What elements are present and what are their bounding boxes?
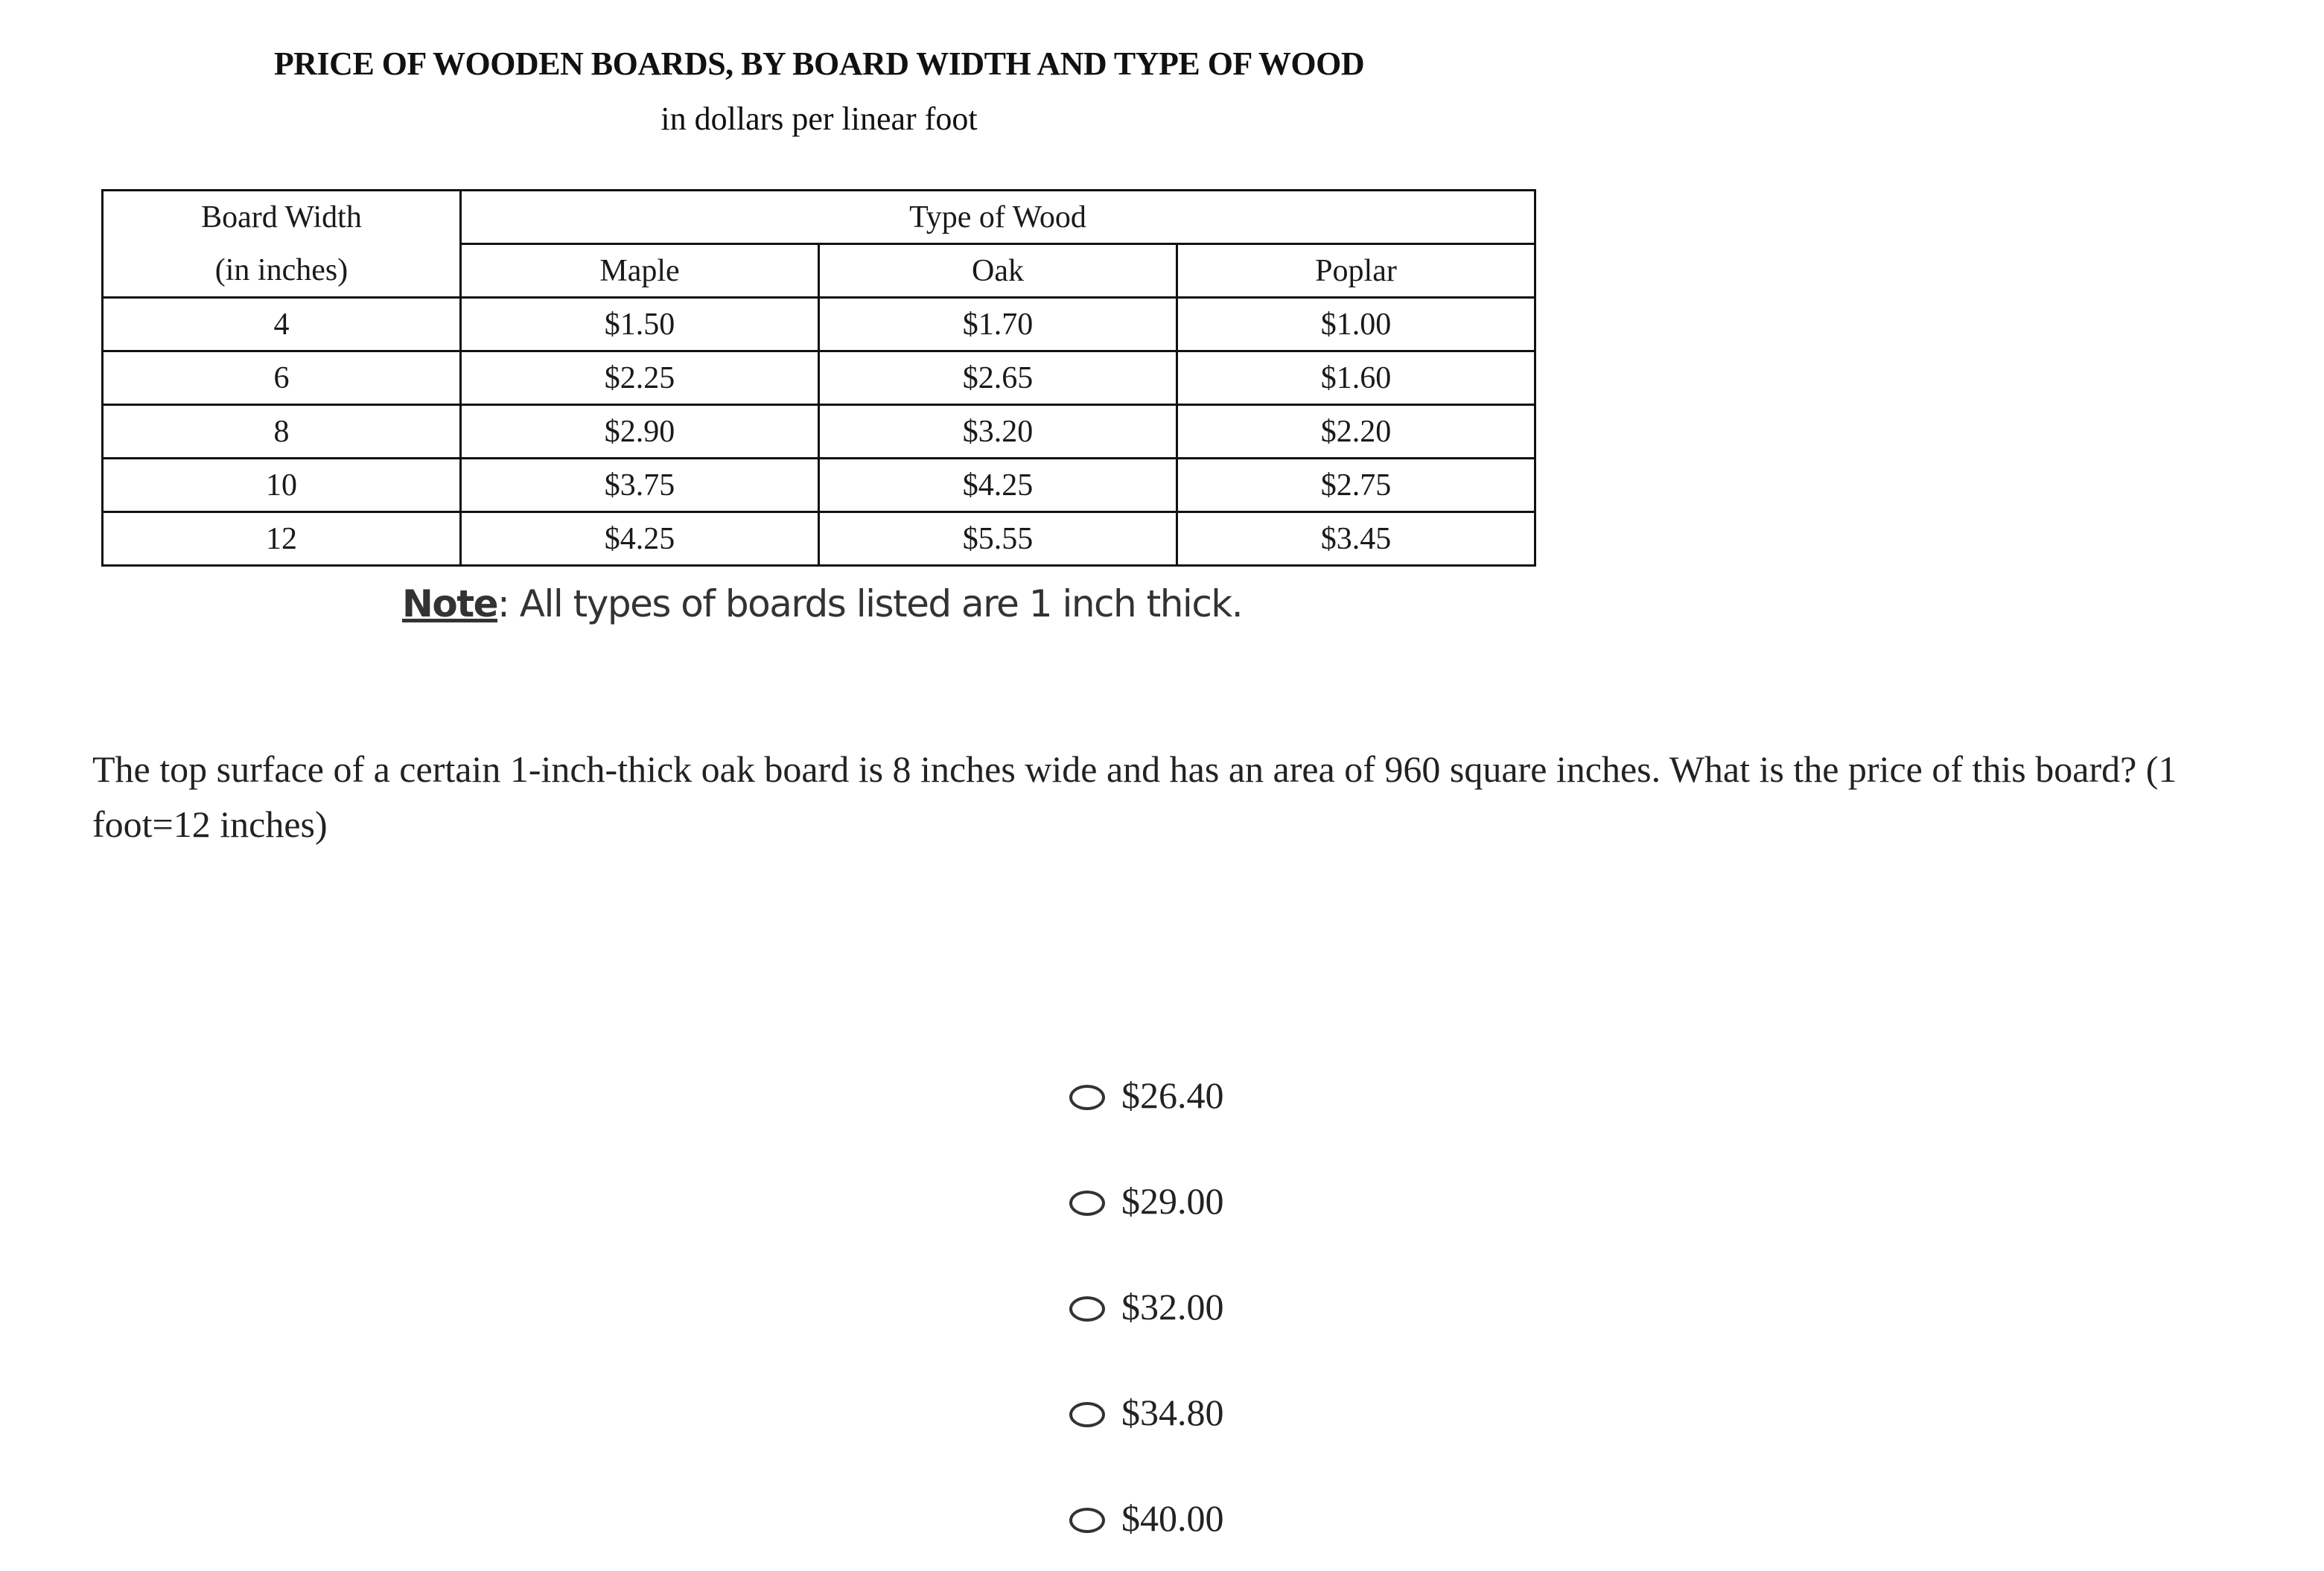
table-row bbox=[103, 298, 1535, 351]
cell-maple: $3.75 bbox=[461, 459, 819, 512]
cell-poplar: $1.00 bbox=[1177, 298, 1535, 351]
cell-width: 6 bbox=[103, 351, 461, 405]
cell-poplar: $2.20 bbox=[1177, 405, 1535, 459]
table-subtitle: in dollars per linear foot bbox=[660, 101, 978, 137]
radio-button-icon[interactable] bbox=[1069, 1508, 1105, 1533]
question-text: The top surface of a certain 1-inch-thick oak board is 8 inches wide and has an area of 960 square inches. What is the price of this board? (1 foot=12 inches) bbox=[92, 748, 2177, 845]
cell-oak: $5.55 bbox=[819, 512, 1177, 566]
note-label: Note bbox=[402, 582, 498, 625]
choice-d[interactable] bbox=[1069, 1360, 1224, 1465]
cell-poplar: $1.60 bbox=[1177, 351, 1535, 405]
table-row bbox=[103, 405, 1535, 459]
cell-width: 12 bbox=[103, 512, 461, 566]
choice-label: $29.00 bbox=[1121, 1180, 1224, 1222]
choice-a[interactable] bbox=[1069, 1042, 1224, 1148]
answer-choices bbox=[1069, 1042, 1224, 1571]
cell-poplar: $3.45 bbox=[1177, 512, 1535, 566]
radio-button-icon[interactable] bbox=[1069, 1296, 1105, 1322]
radio-button-icon[interactable] bbox=[1069, 1191, 1105, 1216]
radio-button-icon[interactable] bbox=[1069, 1085, 1105, 1110]
header-poplar: Poplar bbox=[1177, 244, 1535, 298]
cell-maple: $4.25 bbox=[461, 512, 819, 566]
note-text: : All types of boards listed are 1 inch thick. bbox=[497, 582, 1243, 625]
cell-width: 8 bbox=[103, 405, 461, 459]
choice-b[interactable] bbox=[1069, 1148, 1224, 1254]
cell-width: 10 bbox=[103, 459, 461, 512]
choice-label: $26.40 bbox=[1121, 1074, 1224, 1116]
cell-width: 4 bbox=[103, 298, 461, 351]
table-note bbox=[402, 582, 1242, 625]
table-header-row bbox=[103, 191, 1535, 244]
price-table bbox=[101, 189, 1536, 567]
choice-e[interactable] bbox=[1069, 1465, 1224, 1571]
header-oak: Oak bbox=[819, 244, 1177, 298]
header-board-width: Board Width bbox=[103, 191, 461, 244]
table-row bbox=[103, 459, 1535, 512]
choice-label: $32.00 bbox=[1121, 1286, 1224, 1328]
header-maple: Maple bbox=[461, 244, 819, 298]
choice-label: $34.80 bbox=[1121, 1392, 1224, 1433]
table-row bbox=[103, 351, 1535, 405]
cell-oak: $2.65 bbox=[819, 351, 1177, 405]
table-row bbox=[103, 512, 1535, 566]
cell-oak: $3.20 bbox=[819, 405, 1177, 459]
cell-oak: $4.25 bbox=[819, 459, 1177, 512]
header-type-of-wood: Type of Wood bbox=[461, 191, 1535, 244]
choice-label: $40.00 bbox=[1121, 1497, 1224, 1539]
cell-maple: $2.90 bbox=[461, 405, 819, 459]
table-subheader-row bbox=[103, 244, 1535, 298]
radio-button-icon[interactable] bbox=[1069, 1402, 1105, 1427]
table-title: PRICE OF WOODEN BOARDS, BY BOARD WIDTH AND TYPE OF WOOD bbox=[273, 45, 1365, 82]
choice-c[interactable] bbox=[1069, 1254, 1224, 1360]
cell-maple: $1.50 bbox=[461, 298, 819, 351]
cell-maple: $2.25 bbox=[461, 351, 819, 405]
header-board-width-unit: (in inches) bbox=[103, 244, 461, 298]
cell-poplar: $2.75 bbox=[1177, 459, 1535, 512]
cell-oak: $1.70 bbox=[819, 298, 1177, 351]
